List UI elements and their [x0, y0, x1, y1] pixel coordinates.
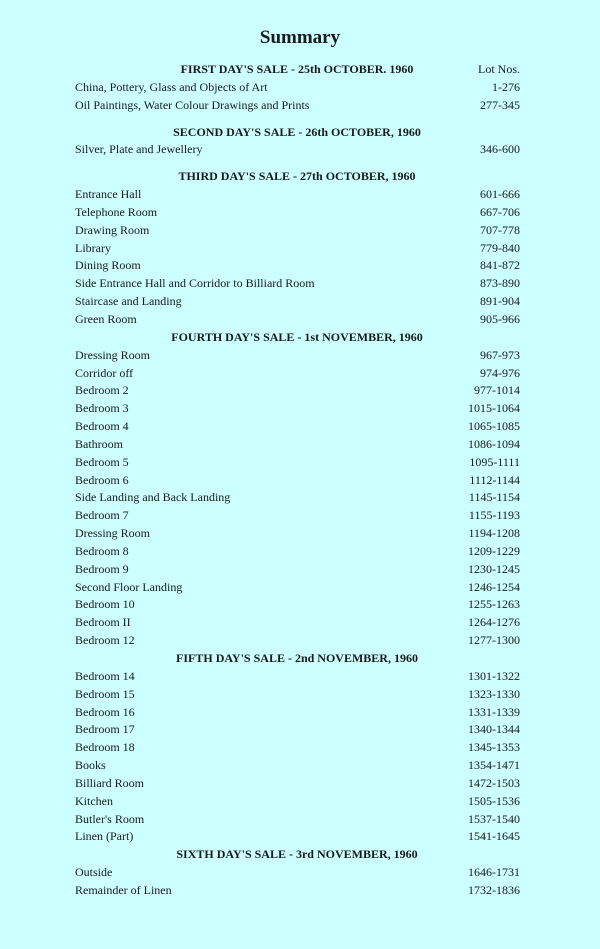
list-item — [75, 489, 520, 507]
item-lots: 1331-1339 — [468, 704, 520, 719]
item-lots: 1112-1144 — [469, 472, 520, 487]
item-lots: 346-600 — [480, 142, 520, 157]
item-lots: 667-706 — [480, 204, 520, 219]
list-item — [75, 436, 520, 454]
item-lots: 601-666 — [480, 187, 520, 202]
list-item — [75, 400, 520, 418]
item-lots: 905-966 — [480, 311, 520, 326]
item-label: Outside — [75, 865, 113, 880]
list-item — [75, 507, 520, 525]
item-label: Bedroom 12 — [75, 633, 135, 648]
list-item — [75, 828, 520, 846]
item-lots: 1354-1471 — [468, 758, 520, 773]
list-item — [75, 579, 520, 597]
list-item — [75, 311, 520, 329]
item-label: Dressing Room — [75, 347, 150, 362]
item-lots: 1537-1540 — [468, 811, 520, 826]
item-label: Bedroom II — [75, 615, 131, 630]
item-label: Butler's Room — [75, 811, 145, 826]
item-lots: 977-1014 — [474, 383, 520, 398]
item-lots: 1230-1245 — [468, 561, 520, 576]
list-item — [75, 347, 520, 365]
item-label: Corridor off — [75, 365, 134, 380]
section-heading-text: SECOND DAY'S SALE - 26th OCTOBER, 1960 — [173, 124, 421, 139]
item-label: Library — [75, 240, 111, 255]
item-lots: 277-345 — [480, 97, 520, 112]
item-label: Billiard Room — [75, 775, 144, 790]
item-lots: 1-276 — [492, 79, 520, 94]
item-lots: 1255-1263 — [468, 597, 520, 612]
list-item — [75, 668, 520, 686]
list-item — [75, 240, 520, 258]
list-item — [75, 141, 520, 159]
item-lots: 1301-1322 — [468, 668, 520, 683]
item-label: Bedroom 7 — [75, 508, 129, 523]
item-label: Bedroom 4 — [75, 419, 129, 434]
item-label: Bedroom 10 — [75, 597, 135, 612]
section-heading-text: FIRST DAY'S SALE - 25th OCTOBER. 1960 — [180, 62, 414, 76]
item-lots: 1209-1229 — [468, 543, 520, 558]
list-item — [75, 454, 520, 472]
list-item — [75, 293, 520, 311]
item-lots: 1145-1154 — [468, 490, 520, 505]
item-lots: 1065-1085 — [468, 419, 520, 434]
list-item — [75, 793, 520, 811]
list-item — [75, 222, 520, 240]
list-item — [75, 721, 520, 739]
list-item — [75, 365, 520, 383]
list-item — [75, 204, 520, 222]
item-lots: 891-904 — [480, 294, 520, 309]
item-label: Second Floor Landing — [75, 579, 183, 594]
item-lots: 1246-1254 — [468, 579, 520, 594]
item-lots: 1340-1344 — [468, 722, 520, 737]
item-lots: 1277-1300 — [468, 633, 520, 648]
item-lots: 1472-1503 — [468, 775, 520, 790]
item-label: Bedroom 18 — [75, 740, 135, 755]
page-title: Summary — [259, 27, 341, 48]
item-label: Linen (Part) — [75, 829, 134, 844]
item-label: Silver, Plate and Jewellery — [75, 142, 203, 157]
list-item — [75, 632, 520, 650]
section-heading — [75, 650, 520, 668]
list-item — [75, 882, 520, 900]
item-label: China, Pottery, Glass and Objects of Art — [75, 79, 268, 94]
section-heading-text: FIFTH DAY'S SALE - 2nd NOVEMBER, 1960 — [176, 651, 418, 665]
item-label: Green Room — [75, 311, 137, 326]
item-label: Telephone Room — [75, 204, 158, 219]
list-item — [75, 418, 520, 436]
item-label: Drawing Room — [75, 222, 150, 237]
list-item — [75, 811, 520, 829]
list-item — [75, 472, 520, 490]
item-label: Kitchen — [75, 793, 113, 808]
section-heading — [75, 168, 520, 186]
item-lots: 1323-1330 — [468, 686, 520, 701]
item-label: Entrance Hall — [75, 187, 142, 202]
list-item — [75, 257, 520, 275]
item-label: Side Entrance Hall and Corridor to Billiard Room — [75, 276, 315, 291]
spacer — [75, 115, 520, 124]
list-item — [75, 596, 520, 614]
item-label: Bedroom 2 — [75, 383, 129, 398]
item-lots: 1541-1645 — [468, 829, 520, 844]
list-item — [75, 739, 520, 757]
spacer — [75, 159, 520, 168]
item-label: Bathroom — [75, 436, 123, 451]
item-lots: 707-778 — [480, 222, 520, 237]
item-lots: 967-973 — [480, 347, 520, 362]
item-lots: 1095-1111 — [469, 454, 520, 469]
item-label: Oil Paintings, Water Colour Drawings and Prints — [75, 97, 310, 112]
list-item — [75, 704, 520, 722]
section-heading-text: THIRD DAY'S SALE - 27th OCTOBER, 1960 — [178, 169, 416, 184]
section-heading — [75, 846, 520, 864]
section-heading — [75, 329, 520, 347]
item-lots: 779-840 — [480, 240, 520, 255]
item-lots: 974-976 — [480, 365, 520, 380]
item-label: Dressing Room — [75, 526, 150, 541]
item-label: Remainder of Linen — [75, 882, 172, 897]
item-label: Bedroom 16 — [75, 704, 135, 719]
item-label: Bedroom 6 — [75, 472, 129, 487]
item-label: Bedroom 8 — [75, 543, 129, 558]
item-label: Bedroom 5 — [75, 454, 129, 469]
list-item — [75, 543, 520, 561]
item-label: Bedroom 3 — [75, 401, 129, 416]
list-item — [75, 97, 520, 115]
item-lots: 1264-1276 — [468, 615, 520, 630]
list-item — [75, 775, 520, 793]
item-label: Books — [75, 758, 106, 773]
item-lots: 1732-1836 — [468, 882, 520, 897]
item-lots: 1194-1208 — [468, 526, 520, 541]
list-item — [75, 525, 520, 543]
list-item — [75, 275, 520, 293]
item-label: Bedroom 15 — [75, 686, 135, 701]
list-item — [75, 382, 520, 400]
list-item — [75, 561, 520, 579]
item-lots: 841-872 — [480, 258, 520, 273]
list-item — [75, 757, 520, 775]
item-label: Bedroom 9 — [75, 561, 129, 576]
section-heading-text: SIXTH DAY'S SALE - 3rd NOVEMBER, 1960 — [176, 847, 418, 862]
list-item — [75, 614, 520, 632]
item-lots: 1155-1193 — [468, 508, 520, 523]
section-heading — [75, 124, 520, 142]
lot-nos-column-header: Lot Nos. — [478, 62, 520, 76]
item-lots: 1086-1094 — [468, 436, 520, 451]
item-lots: 1345-1353 — [468, 740, 520, 755]
item-label: Dining Room — [75, 258, 141, 273]
item-label: Side Landing and Back Landing — [75, 490, 231, 505]
summary-list — [75, 61, 520, 900]
list-item — [75, 686, 520, 704]
section-heading-text: FOURTH DAY'S SALE - 1st NOVEMBER, 1960 — [171, 329, 423, 344]
item-lots: 873-890 — [480, 276, 520, 291]
item-lots: 1646-1731 — [468, 865, 520, 880]
section-heading — [75, 61, 520, 79]
item-lots: 1015-1064 — [468, 401, 520, 416]
item-label: Bedroom 14 — [75, 668, 135, 683]
item-lots: 1505-1536 — [468, 793, 520, 808]
item-label: Staircase and Landing — [75, 294, 182, 309]
list-item — [75, 79, 520, 97]
item-label: Bedroom 17 — [75, 722, 135, 737]
list-item — [75, 864, 520, 882]
list-item — [75, 186, 520, 204]
